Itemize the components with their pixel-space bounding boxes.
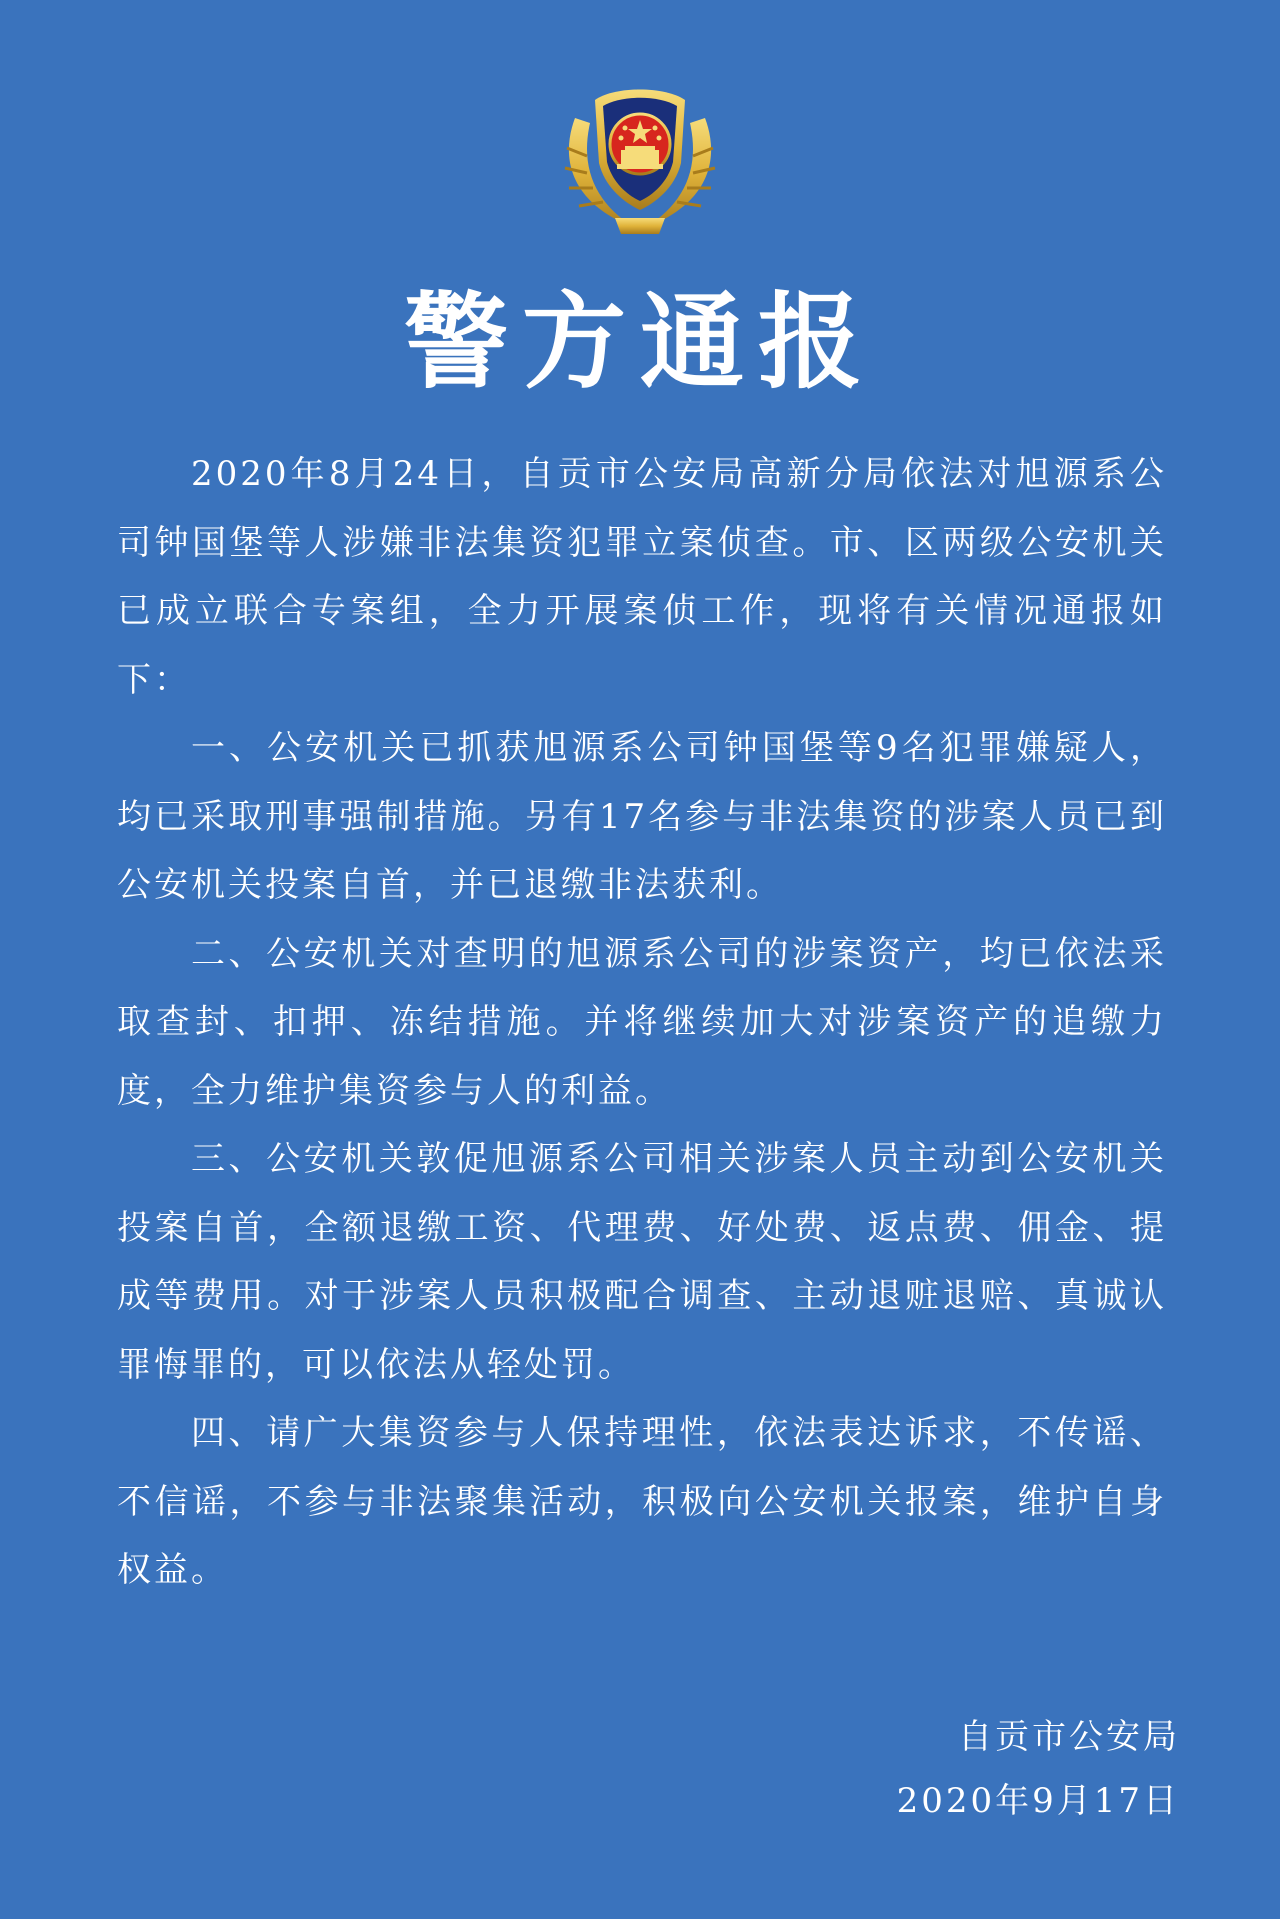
notice-paragraph-intro: 2020年8月24日，自贡市公安局高新分局依法对旭源系公司钟国堡等人涉嫌非法集资犯罪立案侦查。市、区两级公安机关已成立联合专案组，全力开展案侦工作，现将有关情况通报如下： — [117, 454, 1167, 700]
signature-block — [897, 1705, 1180, 1833]
notice-paragraph-4: 四、请广大集资参与人保持理性，依法表达诉求，不传谣、不信谣，不参与非法聚集活动，积极向公安机关报案，维护自身权益。 — [117, 1413, 1167, 1590]
notice-body — [117, 440, 1167, 1605]
police-emblem-icon — [555, 78, 725, 243]
notice-paragraph-2: 二、公安机关对查明的旭源系公司的涉案资产，均已依法采取查封、扣押、冻结措施。并将继续加大对涉案资产的追缴力度，全力维护集资参与人的利益。 — [117, 933, 1167, 1111]
notice-title: 警方通报 — [403, 281, 876, 403]
issuer-name: 自贡市公安局 — [958, 1717, 1180, 1757]
notice-paragraph-3: 三、公安机关敦促旭源系公司相关涉案人员主动到公安机关投案自首，全额退缴工资、代理费、好处费、返点费、佣金、提成等费用。对于涉案人员积极配合调查、主动退赃退赔、真诚认罪悔罪的，可以依法从轻处罚。 — [117, 1139, 1167, 1385]
issue-date: 2020年9月17日 — [896, 1781, 1180, 1821]
notice-paragraph-1: 一、公安机关已抓获旭源系公司钟国堡等9名犯罪嫌疑人，均已采取刑事强制措施。另有17名参与非法集资的涉案人员已到公安机关投案自首，并已退缴非法获利。 — [117, 728, 1167, 905]
